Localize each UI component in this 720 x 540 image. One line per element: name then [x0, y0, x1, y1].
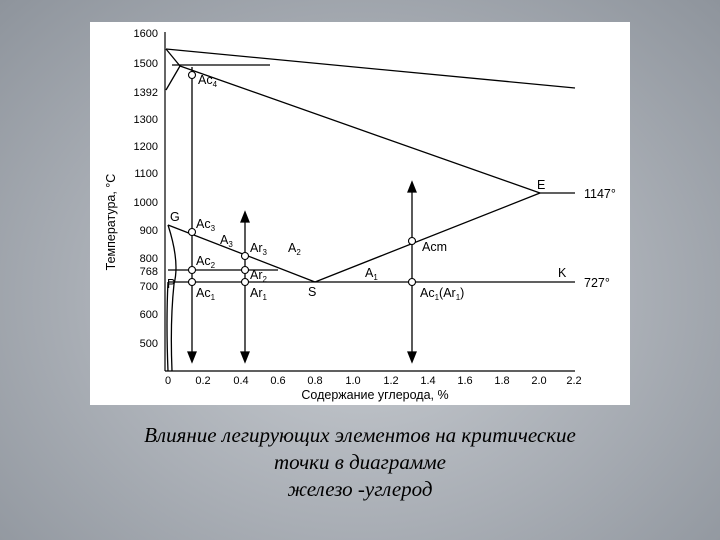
y-tick-1600: 1600	[133, 28, 158, 40]
x-tick-2.0: 2.0	[531, 375, 547, 387]
label-ac4: $Ac_4$	[198, 73, 218, 89]
marker-ar2	[242, 267, 249, 274]
y-tick-1392: 1392	[133, 87, 158, 99]
x-tick-1.2: 1.2	[383, 375, 399, 387]
caption-line-2: точки в диаграмме	[273, 450, 447, 474]
y-tick-700: 700	[139, 281, 158, 293]
phase-diagram-svg	[90, 22, 630, 405]
composition-arrows	[188, 67, 416, 362]
y-axis-title: Температура, °С	[104, 173, 118, 271]
delta-line-b	[166, 66, 180, 90]
x-tick-1.4: 1.4	[420, 375, 436, 387]
label-a3: $A_3$	[220, 233, 233, 249]
solidus-AE	[180, 66, 540, 193]
label-a1: $A_1$	[365, 266, 378, 282]
point-E: E	[537, 178, 546, 192]
arrow-head-0.42-down	[241, 352, 249, 362]
marker-ac1ar1	[409, 279, 416, 286]
caption-line-3: железо -углерод	[287, 477, 433, 501]
y-tick-1000: 1000	[133, 197, 158, 209]
label-ar1: $Ar_1$	[250, 286, 267, 302]
label-acm: Acm	[422, 240, 447, 254]
y-tick-800: 800	[139, 253, 158, 265]
marker-ac1	[189, 279, 196, 286]
arrow-head-0.15	[188, 352, 196, 362]
iron-carbon-diagram	[90, 22, 630, 405]
point-G: G	[170, 210, 180, 224]
marker-ar1	[242, 279, 249, 286]
point-K: K	[558, 266, 567, 280]
x-tick-1.8: 1.8	[494, 375, 510, 387]
marker-ac4	[189, 72, 196, 79]
y-tick-600: 600	[139, 309, 158, 321]
y-tick-1300: 1300	[133, 114, 158, 126]
x-tick-2.2: 2.2	[566, 375, 582, 387]
label-ac3: $Ac_3$	[196, 217, 216, 233]
label-ac1: $Ac_1$	[196, 286, 216, 302]
x-tick-0.6: 0.6	[270, 375, 286, 387]
y-tick-1500: 1500	[133, 58, 158, 70]
x-tick-0: 0	[164, 375, 172, 387]
marker-ac3	[189, 229, 196, 236]
arrow-head-0.42-up	[241, 212, 249, 222]
arrow-head-1.3-down	[408, 352, 416, 362]
y-tick-500: 500	[139, 338, 158, 350]
x-tick-1.0: 1.0	[345, 375, 361, 387]
label-a2: $A_2$	[288, 241, 301, 257]
marker-acm	[409, 238, 416, 245]
temp-727: 727°	[584, 276, 610, 290]
critical-point-markers	[189, 72, 416, 286]
x-tick-0.2: 0.2	[195, 375, 211, 387]
marker-ar3	[242, 253, 249, 260]
y-tick-1100: 1100	[134, 168, 158, 180]
label-ar3: $Ar_3$	[250, 241, 267, 257]
point-P: P	[167, 277, 176, 291]
x-tick-0.8: 0.8	[307, 375, 323, 387]
label-ac1-ar1: $Ac_1(Ar_1)$	[420, 286, 465, 302]
point-S: S	[308, 285, 317, 299]
x-axis-title: Содержание углерода, %	[301, 388, 449, 402]
marker-ac2	[189, 267, 196, 274]
y-tick-768: 768	[139, 266, 158, 278]
phase-lines	[166, 49, 575, 371]
label-ac2: $Ac_2$	[196, 254, 216, 270]
temp-1147: 1147°	[584, 187, 616, 201]
y-tick-1200: 1200	[133, 141, 158, 153]
SE-line	[315, 193, 540, 282]
y-tick-900: 900	[139, 225, 158, 237]
arrow-head-1.3-up	[408, 182, 416, 192]
x-tick-1.6: 1.6	[457, 375, 473, 387]
PQ-curve	[167, 282, 168, 371]
GP-curve	[168, 225, 176, 371]
caption-line-1: Влияние легирующих элементов на критические	[144, 423, 576, 447]
x-tick-0.4: 0.4	[233, 375, 249, 387]
delta-line-a	[166, 49, 180, 66]
label-ar2: $Ar_2$	[250, 268, 267, 284]
